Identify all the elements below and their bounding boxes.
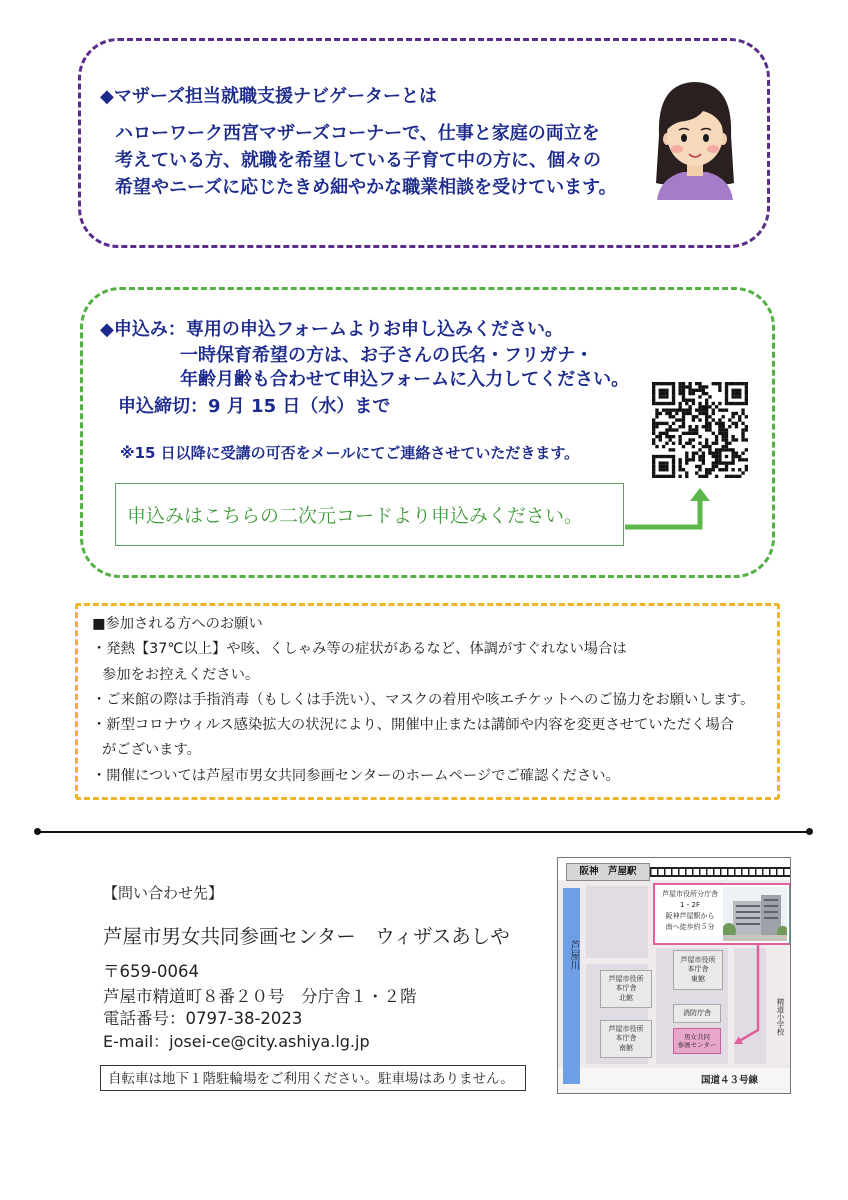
building-label: 南館: [619, 1043, 633, 1052]
building-label: 参画センター: [677, 1041, 717, 1049]
map-building-south: [600, 1020, 652, 1058]
notice-item-cont: がございます。: [102, 742, 201, 759]
building-label: 芦屋市役所: [680, 955, 716, 964]
map-school-label: 精道小学校: [776, 998, 785, 1036]
childcare-note-line: 年齢月齢も合わせて申込フォームに入力してください。: [180, 369, 630, 390]
childcare-note-line: 一時保育希望の方は、お子さんの氏名・フリガナ・: [180, 345, 594, 366]
arrow-up-icon: [623, 485, 713, 535]
intro-line: 考えている方、就職を希望している子育て中の方に、個々の: [115, 150, 601, 171]
building-label: 芦屋市役所: [608, 1024, 644, 1033]
map-building-fire-station: [673, 1004, 721, 1023]
map-station-label: 阪神 芦屋駅: [566, 863, 650, 881]
map-building-gender-equality-center: [673, 1028, 721, 1054]
annex-description: [657, 889, 723, 933]
notice-item-text: ・発熱【37℃以上】や咳、くしゃみ等の症状があるなど、体調がすぐれない場合は: [92, 641, 627, 658]
annex-line: 南へ徒歩約５分: [665, 923, 715, 931]
notice-item: [92, 688, 754, 713]
map-block: [734, 948, 766, 1064]
building-label: 本庁舎: [615, 1034, 637, 1043]
section-divider: [38, 831, 810, 833]
map-river: [563, 888, 580, 1084]
building-label: 男女共同: [684, 1032, 710, 1041]
annex-building-photo: [723, 887, 787, 941]
building-label: 芦屋市役所: [608, 974, 644, 983]
building-label: 北館: [619, 993, 633, 1002]
annex-line: 阪神芦屋駅から: [665, 912, 715, 920]
notice-item-text: ・開催については芦屋市男女共同参画センターのホームページでご確認ください。: [92, 767, 620, 784]
contact-heading: 【問い合わせ先】: [103, 884, 224, 902]
map-block: [586, 886, 648, 958]
result-notice: ※15 日以降に受講の可否をメールにてご連絡させていただきます。: [120, 444, 580, 462]
location-map: [557, 857, 791, 1094]
notice-item: [92, 637, 754, 688]
application-box: [80, 287, 775, 578]
map-building-north: [600, 970, 652, 1008]
woman-illustration: [645, 75, 745, 200]
notice-item-text: ・ご来館の際は手指消毒（もしくは手洗い）、マスクの着用や咳エチケットへのご協力をお願いします。: [92, 691, 755, 708]
participant-notice-box: [75, 603, 780, 800]
notice-list: [92, 612, 754, 789]
application-deadline: 申込締切：9 月 15 日（水）まで: [118, 396, 391, 417]
parking-note: 自転車は地下１階駐輪場をご利用ください。駐車場はありません。: [100, 1065, 526, 1091]
contact-organization: 芦屋市男女共同参画センター ウィザスあしや: [103, 925, 510, 948]
contact-phone: 電話番号：0797-38-2023: [103, 1009, 303, 1028]
qr-prompt-text: 申込みはこちらの二次元コードより申込みください。: [127, 505, 584, 527]
notice-item-text: ・新型コロナウィルス感染拡大の状況により、開催中止または講師や内容を変更させていただく場合: [92, 717, 735, 734]
intro-line: ハローワーク西宮マザーズコーナーで、仕事と家庭の両立を: [115, 123, 600, 144]
map-building-east: [673, 950, 723, 990]
navigator-intro-box: [78, 38, 770, 248]
building-label: 東館: [691, 974, 705, 983]
annex-line: 1・2F: [680, 901, 700, 909]
map-river-label: 芦屋川: [568, 940, 579, 970]
contact-email: E-mail：josei-ce@city.ashiya.lg.jp: [103, 1032, 370, 1051]
annex-line: 芦屋市役所分庁舎: [662, 890, 718, 898]
building-label: 本庁舎: [615, 984, 637, 993]
intro-line: 希望やニーズに応じたきめ細やかな職業相談を受けています。: [115, 177, 617, 198]
notice-item: [92, 713, 754, 764]
intro-title: ◆マザーズ担当就職支援ナビゲーターとは: [100, 86, 437, 107]
qr-code: [652, 382, 748, 478]
map-annex-callout: [653, 883, 791, 945]
notice-item-cont: 参加をお控えください。: [102, 666, 260, 683]
application-method: ◆申込み：専用の申込フォームよりお申し込みください。: [100, 319, 563, 340]
notice-item: [92, 764, 754, 789]
building-label: 消防庁舎: [683, 1008, 711, 1017]
map-railway: [650, 867, 790, 877]
map-road-label: 国道４３号線: [701, 1075, 759, 1086]
contact-address: 芦屋市精道町８番２０号 分庁舎１・２階: [103, 987, 417, 1006]
divider-dot: [806, 828, 813, 835]
building-label: 本庁舎: [687, 965, 709, 974]
qr-prompt-box: [115, 483, 624, 546]
contact-postal-code: 〒659-0064: [103, 962, 199, 981]
notice-heading: ■参加される方へのお願い: [92, 616, 263, 632]
